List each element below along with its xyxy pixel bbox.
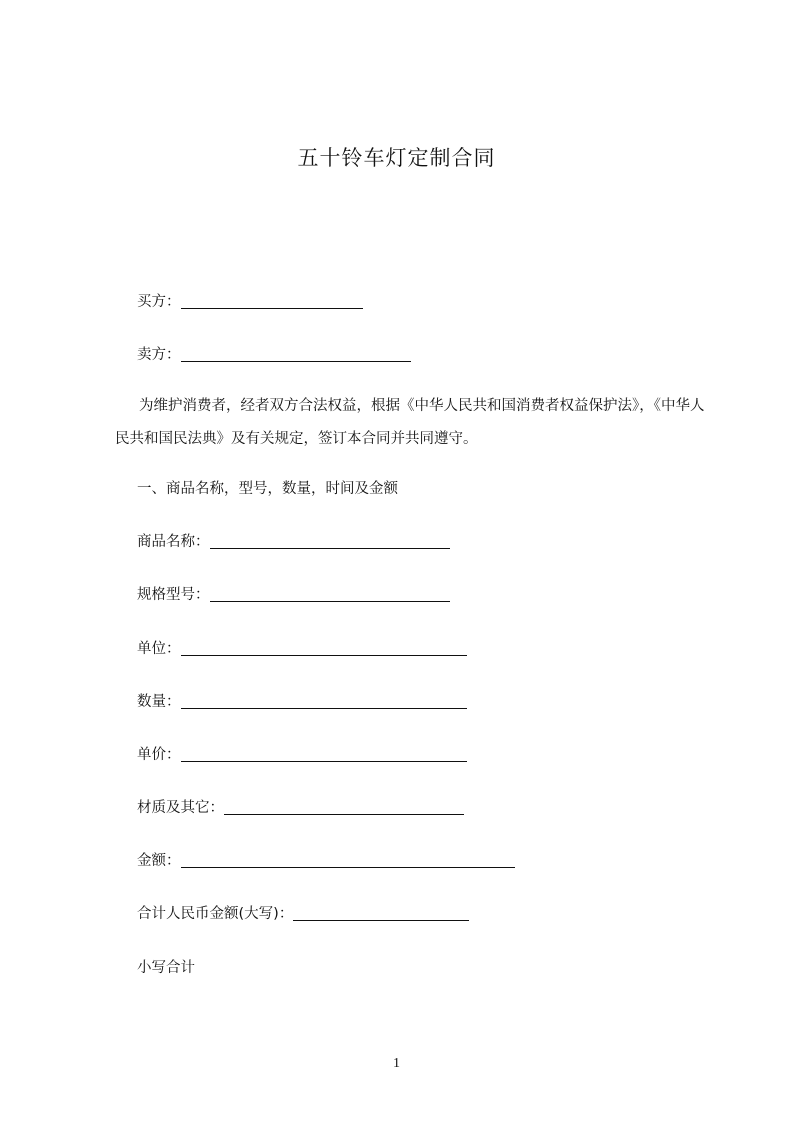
unit-price-blank[interactable]: [181, 747, 467, 762]
seller-blank[interactable]: [181, 347, 411, 362]
unit-line: [137, 639, 467, 659]
document-title: 五十铃车灯定制合同: [297, 146, 496, 170]
preamble-text: 为维护消费者，经者双方合法权益，根据《中华人民共和国消费者权益保护法》，《中华人民共和国民法典》及有关规定，签订本合同并共同遵守。: [115, 398, 705, 447]
quantity-blank[interactable]: [181, 694, 467, 709]
material-label: 材质及其它：: [137, 800, 224, 816]
seller-label: 卖方：: [137, 347, 181, 363]
amount-label: 金额：: [137, 853, 181, 869]
spec-model-blank[interactable]: [210, 587, 450, 602]
spec-model-line: [137, 585, 450, 605]
material-line: [137, 798, 464, 818]
section-1-heading: 一、商品名称，型号，数量，时间及金额: [137, 481, 398, 497]
product-name-line: [137, 532, 450, 552]
material-blank[interactable]: [224, 800, 464, 815]
total-rmb-upper-line: [137, 904, 469, 924]
page-number: 1: [393, 1056, 400, 1071]
lowercase-total-label: 小写合计: [137, 960, 195, 976]
total-rmb-upper-label: 合计人民币金额(大写)：: [137, 906, 294, 922]
seller-line: [137, 345, 411, 365]
unit-label: 单位：: [137, 641, 181, 657]
buyer-label: 买方：: [137, 294, 181, 310]
buyer-blank[interactable]: [181, 294, 363, 309]
product-name-label: 商品名称：: [137, 534, 210, 550]
buyer-line: [137, 292, 363, 312]
spec-model-label: 规格型号：: [137, 587, 210, 603]
unit-price-line: [137, 745, 467, 765]
amount-blank[interactable]: [181, 853, 515, 868]
unit-price-label: 单价：: [137, 747, 181, 763]
amount-line: [137, 851, 515, 871]
unit-blank[interactable]: [181, 641, 467, 656]
product-name-blank[interactable]: [210, 534, 450, 549]
quantity-line: [137, 692, 467, 712]
preamble-paragraph: [115, 390, 705, 456]
quantity-label: 数量：: [137, 694, 181, 710]
total-rmb-upper-blank[interactable]: [293, 906, 469, 921]
